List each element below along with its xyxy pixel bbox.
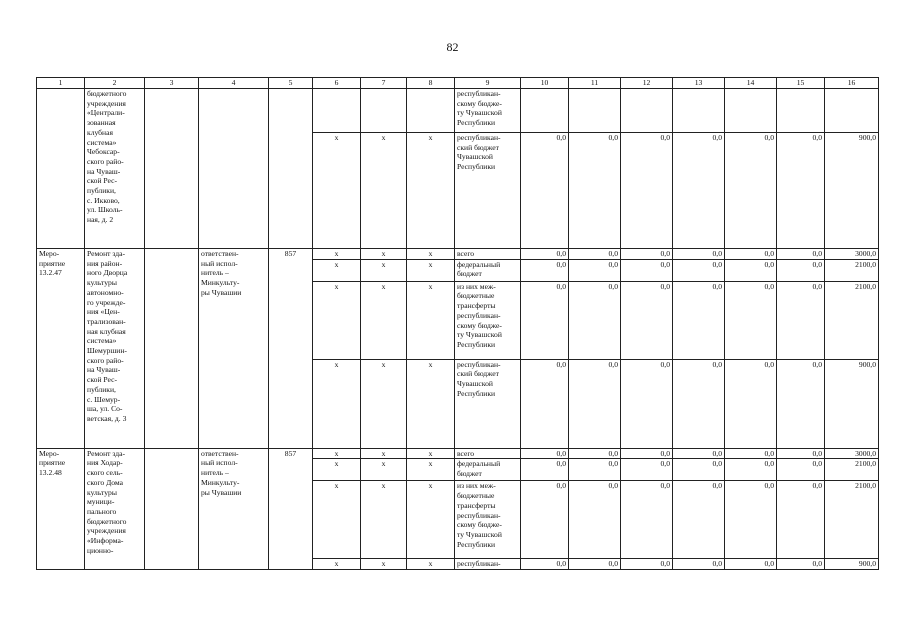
mark-cell: x	[313, 281, 361, 359]
empty-cell	[145, 89, 199, 249]
mark-cell: x	[313, 559, 361, 570]
column-header: 11	[569, 78, 621, 89]
empty-cell	[145, 249, 199, 449]
column-header: 1	[37, 78, 85, 89]
value-cell: 0,0	[569, 249, 621, 260]
column-header: 5	[269, 78, 313, 89]
source-cell: республикан- ский бюджет Чувашской Республики	[455, 133, 521, 249]
value-cell: 0,0	[673, 281, 725, 359]
value-cell	[825, 89, 879, 133]
mark-cell: x	[361, 459, 407, 481]
value-cell: 0,0	[673, 249, 725, 260]
mark-cell: x	[313, 459, 361, 481]
value-cell	[725, 89, 777, 133]
value-cell: 900,0	[825, 359, 879, 448]
mark-cell: x	[407, 259, 455, 281]
mark-cell: x	[313, 259, 361, 281]
value-cell: 2100,0	[825, 459, 879, 481]
value-cell: 0,0	[777, 249, 825, 260]
executor-cell: ответствен- ный испол- нитель – Минкульту- ры Чувашии	[199, 448, 269, 569]
event-cell: Меро- приятие 13.2.47	[37, 249, 85, 449]
value-cell: 900,0	[825, 559, 879, 570]
table-row	[37, 89, 879, 133]
value-cell: 0,0	[725, 259, 777, 281]
value-cell	[777, 89, 825, 133]
value-cell: 0,0	[777, 459, 825, 481]
value-cell: 0,0	[673, 481, 725, 559]
mark-cell: x	[407, 459, 455, 481]
value-cell: 0,0	[777, 359, 825, 448]
value-cell: 0,0	[569, 559, 621, 570]
mark-cell: x	[361, 359, 407, 448]
value-cell: 0,0	[673, 459, 725, 481]
value-cell: 0,0	[569, 359, 621, 448]
value-cell: 0,0	[777, 259, 825, 281]
value-cell: 0,0	[621, 259, 673, 281]
budget-table	[36, 77, 879, 570]
value-cell: 2100,0	[825, 281, 879, 359]
value-cell: 0,0	[725, 281, 777, 359]
value-cell: 0,0	[673, 448, 725, 459]
column-header: 7	[361, 78, 407, 89]
mark-cell: x	[361, 481, 407, 559]
mark-cell: x	[407, 281, 455, 359]
mark-cell	[313, 89, 361, 133]
value-cell: 0,0	[725, 481, 777, 559]
value-cell: 0,0	[621, 133, 673, 249]
value-cell: 0,0	[569, 481, 621, 559]
mark-cell: x	[407, 359, 455, 448]
value-cell	[521, 89, 569, 133]
mark-cell: x	[313, 448, 361, 459]
value-cell: 0,0	[521, 359, 569, 448]
mark-cell: x	[361, 281, 407, 359]
value-cell: 2100,0	[825, 481, 879, 559]
value-cell: 0,0	[521, 459, 569, 481]
value-cell: 0,0	[621, 459, 673, 481]
executor-cell: ответствен- ный испол- нитель – Минкульту- ры Чувашии	[199, 249, 269, 449]
source-cell: всего	[455, 249, 521, 260]
value-cell: 3000,0	[825, 448, 879, 459]
code-cell: 857	[269, 448, 313, 569]
value-cell: 0,0	[777, 133, 825, 249]
mark-cell: x	[407, 249, 455, 260]
column-header: 12	[621, 78, 673, 89]
value-cell: 0,0	[621, 359, 673, 448]
value-cell: 3000,0	[825, 249, 879, 260]
column-header: 3	[145, 78, 199, 89]
mark-cell: x	[313, 133, 361, 249]
mark-cell: x	[407, 133, 455, 249]
source-cell: республикан- скому бюдже- ту Чувашской Республики	[455, 89, 521, 133]
value-cell: 0,0	[777, 481, 825, 559]
column-header: 16	[825, 78, 879, 89]
value-cell: 0,0	[777, 448, 825, 459]
value-cell: 0,0	[521, 259, 569, 281]
column-header: 14	[725, 78, 777, 89]
event-cell: Меро- приятие 13.2.48	[37, 448, 85, 569]
value-cell	[569, 89, 621, 133]
source-cell: всего	[455, 448, 521, 459]
name-cell: Ремонт зда- ния район- ного Дворца культуры автономно- го учрежде- ния «Цен- трализован- ная клубная система» Шемуршин- ского райо- на Чуваш- ской Рес- публики, с. Шемур- ша, ул. Со- ветская, д. 3	[85, 249, 145, 449]
value-cell	[621, 89, 673, 133]
value-cell: 0,0	[569, 448, 621, 459]
table-row	[37, 249, 879, 260]
source-cell: республикан-	[455, 559, 521, 570]
event-cell	[37, 89, 85, 249]
value-cell: 0,0	[673, 559, 725, 570]
value-cell: 0,0	[521, 559, 569, 570]
value-cell: 0,0	[621, 249, 673, 260]
value-cell: 0,0	[521, 133, 569, 249]
value-cell: 0,0	[621, 281, 673, 359]
value-cell: 2100,0	[825, 259, 879, 281]
mark-cell	[407, 89, 455, 133]
value-cell: 0,0	[725, 359, 777, 448]
column-header: 4	[199, 78, 269, 89]
value-cell: 0,0	[569, 459, 621, 481]
column-header: 10	[521, 78, 569, 89]
value-cell: 0,0	[725, 249, 777, 260]
mark-cell: x	[407, 559, 455, 570]
mark-cell: x	[407, 448, 455, 459]
value-cell: 0,0	[569, 281, 621, 359]
value-cell: 0,0	[621, 448, 673, 459]
name-cell: бюджетного учреждения «Централи- зованная клубная система» Чебоксар- ского райо- на Чуваш- ской Рес- публики, с. Икково, ул. Школь- ная, д. 2	[85, 89, 145, 249]
value-cell: 0,0	[725, 448, 777, 459]
source-cell: республикан- ский бюджет Чувашской Республики	[455, 359, 521, 448]
value-cell: 0,0	[569, 259, 621, 281]
value-cell: 0,0	[673, 259, 725, 281]
value-cell: 0,0	[725, 133, 777, 249]
value-cell: 0,0	[621, 481, 673, 559]
page-number: 82	[446, 40, 459, 54]
value-cell: 0,0	[521, 448, 569, 459]
mark-cell: x	[313, 359, 361, 448]
header-row	[37, 78, 879, 89]
mark-cell: x	[361, 133, 407, 249]
column-header: 8	[407, 78, 455, 89]
value-cell: 0,0	[777, 281, 825, 359]
value-cell: 0,0	[521, 281, 569, 359]
value-cell: 900,0	[825, 133, 879, 249]
column-header: 2	[85, 78, 145, 89]
source-cell: федеральный бюджет	[455, 459, 521, 481]
source-cell: из них меж- бюджетные трансферты республикан- скому бюдже- ту Чувашской Республики	[455, 281, 521, 359]
value-cell: 0,0	[521, 481, 569, 559]
code-cell: 857	[269, 249, 313, 449]
value-cell	[673, 89, 725, 133]
mark-cell: x	[313, 481, 361, 559]
column-header: 13	[673, 78, 725, 89]
code-cell	[269, 89, 313, 249]
source-cell: федеральный бюджет	[455, 259, 521, 281]
mark-cell: x	[361, 249, 407, 260]
mark-cell: x	[361, 259, 407, 281]
executor-cell	[199, 89, 269, 249]
value-cell: 0,0	[725, 459, 777, 481]
column-header: 9	[455, 78, 521, 89]
value-cell: 0,0	[569, 133, 621, 249]
mark-cell: x	[361, 559, 407, 570]
mark-cell: x	[313, 249, 361, 260]
column-header: 15	[777, 78, 825, 89]
table-row	[37, 448, 879, 459]
value-cell: 0,0	[521, 249, 569, 260]
value-cell: 0,0	[725, 559, 777, 570]
mark-cell: x	[361, 448, 407, 459]
column-header: 6	[313, 78, 361, 89]
value-cell: 0,0	[673, 133, 725, 249]
mark-cell: x	[407, 481, 455, 559]
empty-cell	[145, 448, 199, 569]
source-cell: из них меж- бюджетные трансферты республикан- скому бюдже- ту Чувашской Республики	[455, 481, 521, 559]
value-cell: 0,0	[777, 559, 825, 570]
value-cell: 0,0	[621, 559, 673, 570]
mark-cell	[361, 89, 407, 133]
name-cell: Ремонт зда- ния Ходар- ского сель- ского Дома культуры муници- пального бюджетного учреждения «Информа- ционно-	[85, 448, 145, 569]
value-cell: 0,0	[673, 359, 725, 448]
